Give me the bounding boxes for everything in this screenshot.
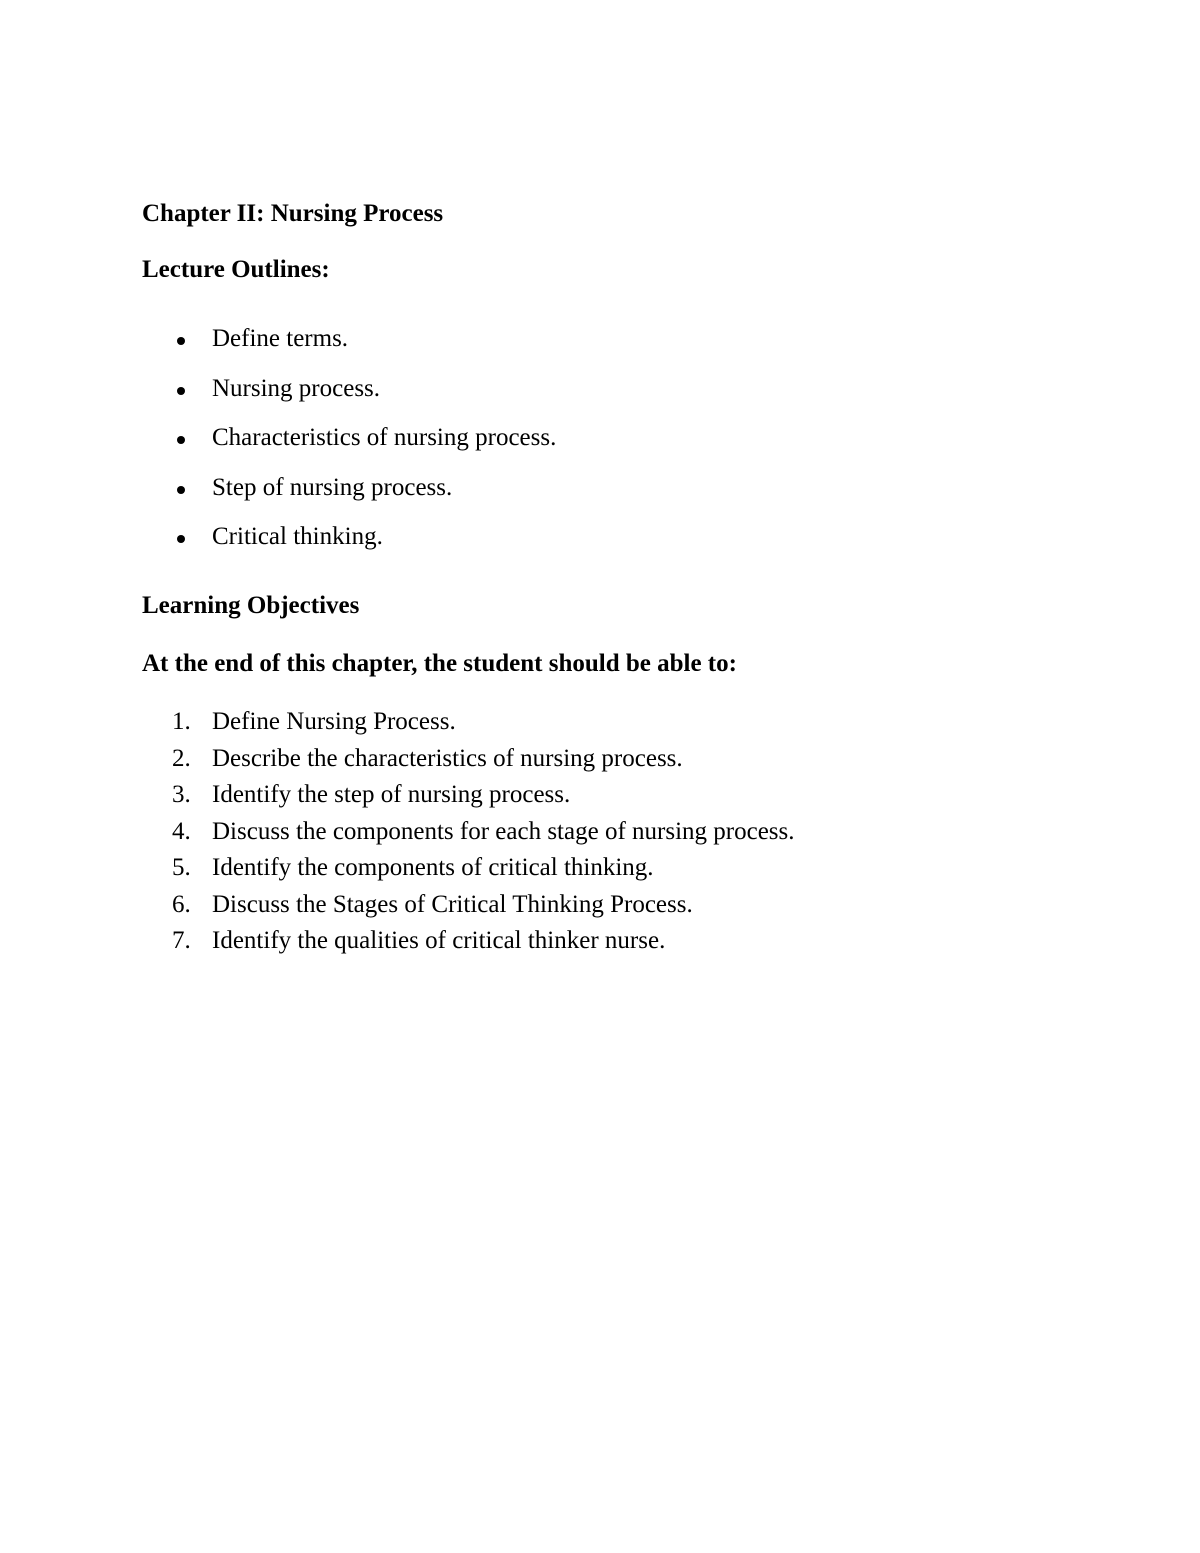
bullet-icon (177, 535, 185, 543)
objective-text: Identify the step of nursing process. (212, 781, 571, 808)
outline-item-text: Nursing process. (212, 374, 381, 402)
objective-number: 6. (172, 890, 191, 918)
lecture-outlines-heading: Lecture Outlines: (142, 256, 330, 283)
objective-text: Identify the qualities of critical thinker nurse. (212, 927, 666, 954)
objective-number: 2. (172, 744, 191, 772)
outline-item-text: Critical thinking. (212, 523, 383, 550)
objective-number: 4. (172, 817, 191, 845)
objective-text: Describe the characteristics of nursing process. (212, 744, 683, 772)
bullet-icon (177, 436, 185, 444)
objective-number: 3. (172, 781, 191, 808)
chapter-title: Chapter II: Nursing Process (142, 200, 444, 227)
bullet-icon (177, 387, 185, 395)
objective-text: Identify the components of critical thinking. (212, 854, 654, 881)
outline-item-text: Characteristics of nursing process. (212, 424, 557, 451)
outline-item-text: Define terms. (212, 325, 349, 352)
outline-item-text: Step of nursing process. (212, 473, 453, 501)
objective-text: Discuss the components for each stage of nursing process. (212, 817, 795, 845)
objective-text: Discuss the Stages of Critical Thinking Process. (212, 890, 693, 918)
objective-number: 5. (172, 854, 191, 881)
objective-text: Define Nursing Process. (212, 708, 456, 735)
objective-number: 7. (172, 927, 191, 954)
learning-objectives-heading: Learning Objectives (142, 592, 360, 619)
bullet-icon (177, 337, 185, 345)
objective-number: 1. (172, 708, 191, 735)
objectives-intro: At the end of this chapter, the student should be able to: (142, 650, 737, 677)
bullet-icon (177, 486, 185, 494)
